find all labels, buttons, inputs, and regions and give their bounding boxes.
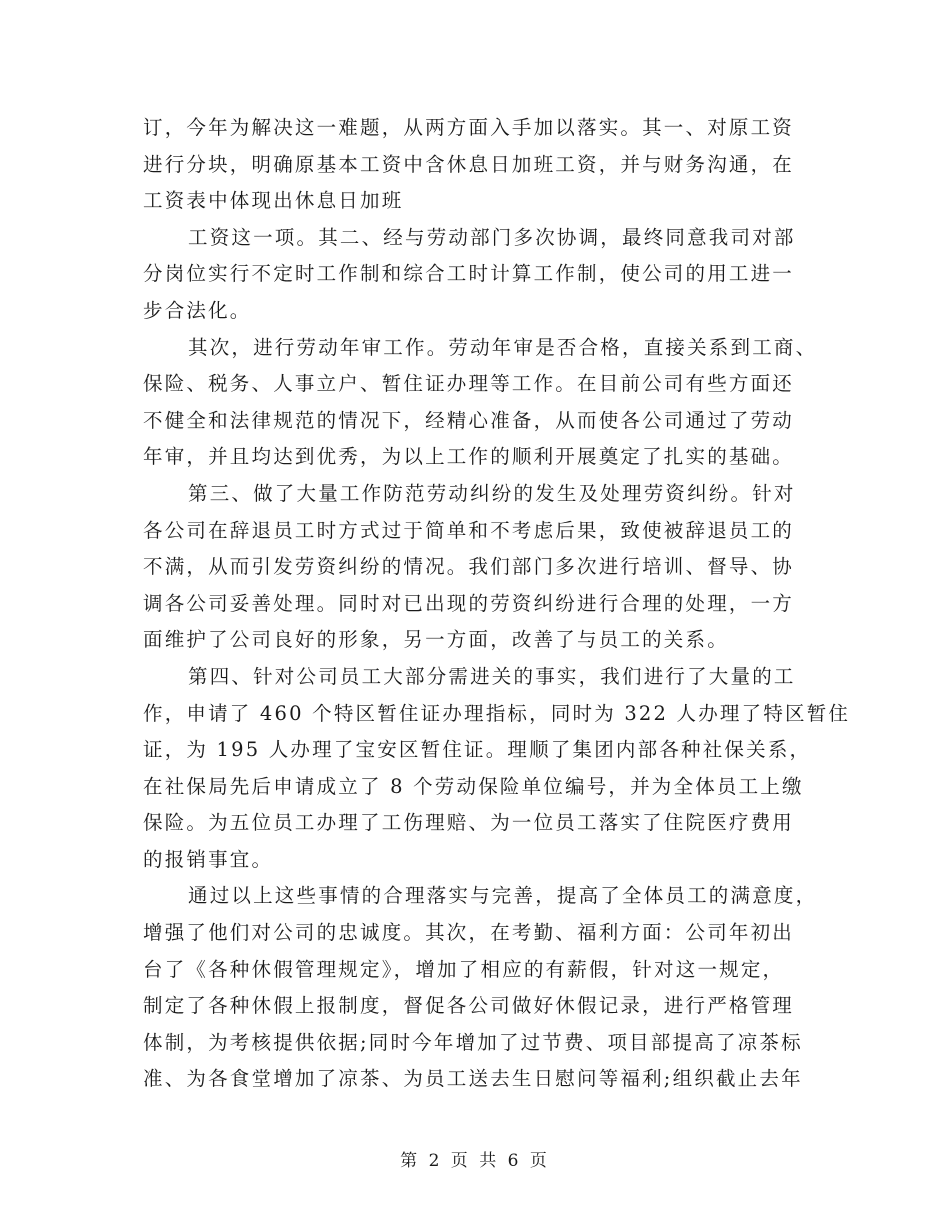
text-line: 各公司在辞退员工时方式过于简单和不考虑后果，致使被辞退员工的 (143, 518, 795, 542)
text-line: 证，为 195 人办理了宝安区暂住证。理顺了集团内部各种社保关系， (143, 738, 812, 762)
text-line: 调各公司妥善处理。同时对已出现的劳资纠纷进行合理的处理，一方 (143, 591, 795, 615)
text-line: 在社保局先后申请成立了 8 个劳动保险单位编号，并为全体员工上缴 (143, 774, 804, 798)
text-line: 准、为各食堂增加了凉茶、为员工送去生日慰问等福利;组织截止去年 (143, 1067, 803, 1091)
text-line: 台了《各种休假管理规定》，增加了相应的有薪假，针对这一规定， (143, 957, 785, 981)
page-footer: 第 2 页 共 6 页 (400, 1151, 550, 1171)
document-body (143, 110, 851, 1098)
text-line: 订，今年为解决这一难题，从两方面入手加以落实。其一、对原工资 (143, 116, 795, 139)
text-line: 进行分块，明确原基本工资中含休息日加班工资，并与财务沟通，在 (143, 152, 795, 176)
text-line: 制定了各种休假上报制度，督促各公司做好休假记录，进行严格管理 (143, 994, 795, 1018)
text-line: 分岗位实行不定时工作制和综合工时计算工作制，使公司的用工进一 (143, 262, 795, 286)
text-line: 年审，并且均达到优秀，为以上工作的顺利开展奠定了扎实的基础。 (143, 445, 795, 469)
text-line: 保险、税务、人事立户、暂住证办理等工作。在目前公司有些方面还 (143, 372, 795, 396)
text-line: 作，申请了 460 个特区暂住证办理指标，同时为 322 人办理了特区暂住 (143, 701, 851, 725)
text-line: 工资这一项。其二、经与劳动部门多次协调，最终同意我司对部 (188, 225, 796, 249)
text-line: 第三、做了大量工作防范劳动纠纷的发生及处理劳资纠纷。针对 (188, 481, 796, 505)
text-line: 其次，进行劳动年审工作。劳动年审是否合格，直接关系到工商、 (188, 335, 818, 359)
text-line: 体制，为考核提供依据;同时今年增加了过节费、项目部提高了凉茶标 (143, 1030, 803, 1054)
text-line: 的报销事宜。 (143, 847, 274, 871)
text-line: 通过以上这些事情的合理落实与完善，提高了全体员工的满意度， (188, 884, 818, 908)
text-line: 保险。为五位员工办理了工伤理赔、为一位员工落实了住院医疗费用 (143, 811, 795, 835)
text-line: 面维护了公司良好的形象，另一方面，改善了与员工的关系。 (143, 628, 729, 652)
text-line: 不满，从而引发劳资纠纷的情况。我们部门多次进行培训、督导、协 (143, 555, 795, 579)
text-line: 工资表中体现出休息日加班 (143, 189, 404, 213)
text-line: 第四、针对公司员工大部分需进关的事实，我们进行了大量的工 (188, 664, 796, 688)
text-line: 不健全和法律规范的情况下，经精心准备，从而使各公司通过了劳动 (143, 408, 795, 432)
text-line: 步合法化。 (143, 298, 252, 322)
text-line: 增强了他们对公司的忠诚度。其次，在考勤、福利方面：公司年初出 (143, 921, 795, 945)
